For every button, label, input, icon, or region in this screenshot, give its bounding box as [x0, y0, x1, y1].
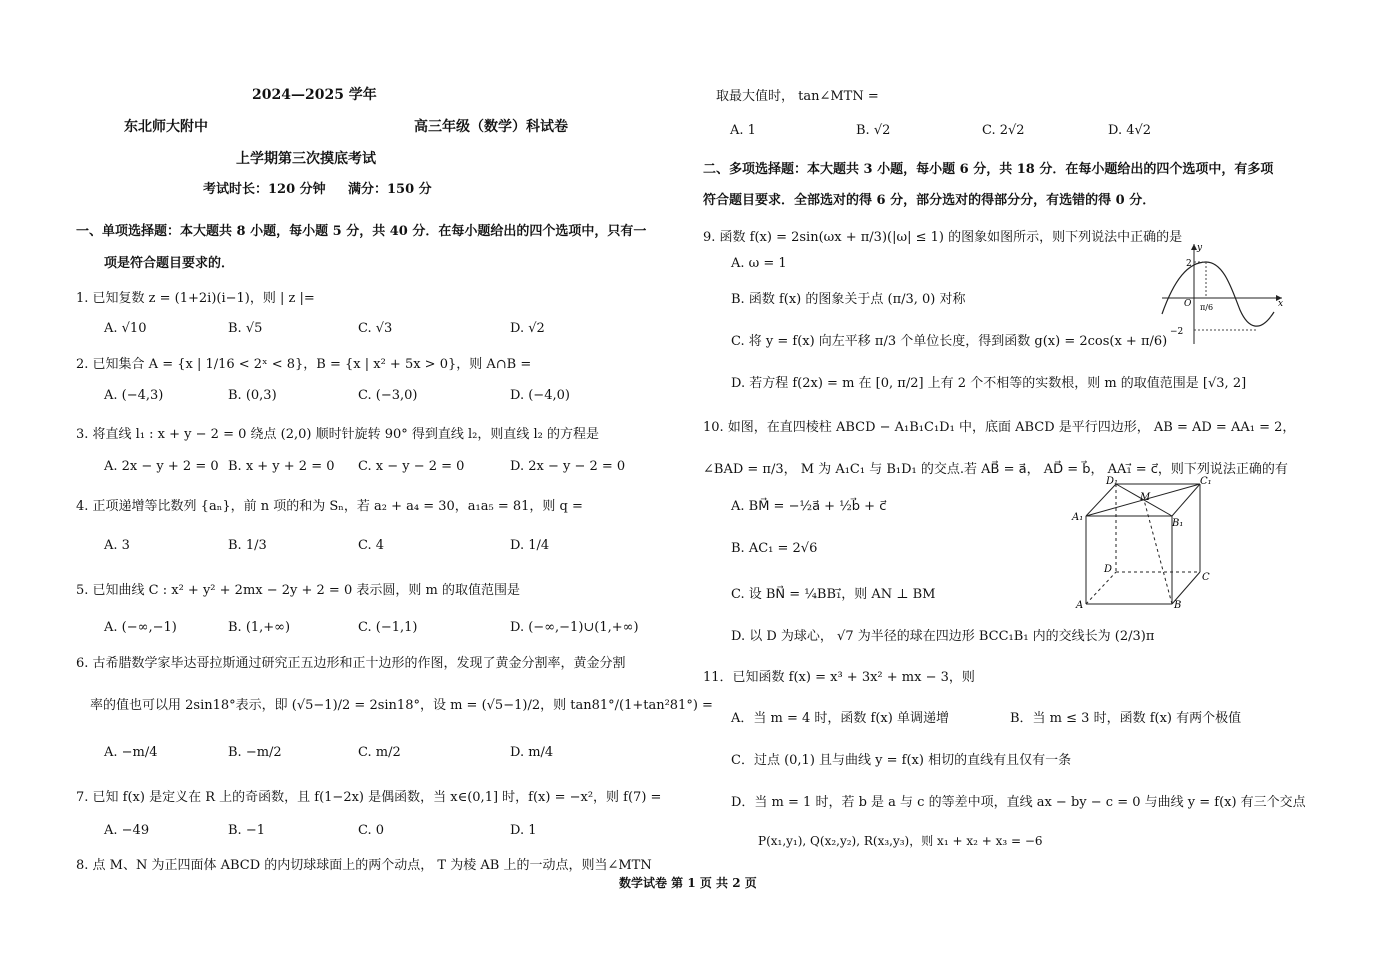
q9-stem: 9. 函数 f(x) = 2sin(ωx + π/3)(|ω| ≤ 1) 的图象如图所示，则下列说法中正确的是 [703, 230, 1183, 245]
q10-option-b: B. AC₁ = 2√6 [731, 541, 818, 556]
q10-option-a: A. BM⃗ = −½a⃗ + ½b⃗ + c⃗ [731, 499, 887, 514]
q11-option-c: C．过点 (0,1) 且与曲线 y = f(x) 相切的直线有且仅有一条 [731, 753, 1072, 768]
q10-stem: 10. 如图，在直四棱柱 ABCD − A₁B₁C₁D₁ 中，底面 ABCD 是平行四边形， AB = AD = AA₁ = 2， [703, 420, 1296, 435]
section2-title: 二、多项选择题：本大题共 3 小题，每小题 6 分，共 18 分．在每小题给出的四个选项中，有多项 [703, 162, 1274, 177]
q4-option-a: A. 3 [104, 538, 130, 553]
q11-option-a: A．当 m = 4 时，函数 f(x) 单调递增 [731, 711, 949, 726]
q8-stem-cont: 取最大值时， tan∠MTN = [716, 89, 879, 104]
q2-option-c: C. (−3,0) [358, 388, 418, 403]
q6-option-d: D. m/4 [510, 745, 554, 760]
q7-stem: 7. 已知 f(x) 是定义在 R 上的奇函数，且 f(1−2x) 是偶函数，当 x∈(0,1] 时，f(x) = −x²，则 f(7) = [76, 790, 662, 805]
q1-option-b: B. √5 [228, 321, 263, 336]
q7-option-d: D. 1 [510, 823, 537, 838]
q9-option-a: A. ω = 1 [731, 256, 787, 271]
graph-origin-label: O [1184, 299, 1192, 309]
q9-option-b: B. 函数 f(x) 的图象关于点 (π/3, 0) 对称 [731, 292, 966, 307]
q6-option-b: B. −m/2 [228, 745, 282, 760]
label-a1: A₁ [1072, 512, 1084, 523]
label-a: A [1076, 600, 1084, 611]
q5-option-a: A. (−∞,−1) [104, 620, 177, 635]
q5-option-b: B. (1,+∞) [228, 620, 291, 635]
q10-option-d: D. 以 D 为球心， √7 为半径的球在四边形 BCC₁B₁ 内的交线长为 (2/3)π [731, 629, 1155, 644]
prism-figure [1068, 472, 1218, 614]
q8-option-a: A. 1 [730, 123, 756, 138]
q4-option-d: D. 1/4 [510, 538, 550, 553]
q11-option-d: D．当 m = 1 时，若 b 是 a 与 c 的等差中项，直线 ax − by − c = 0 与曲线 y = f(x) 有三个交点 [731, 795, 1306, 810]
school-name: 东北师大附中 [124, 119, 208, 135]
q7-option-a: A. −49 [104, 823, 150, 838]
label-d1: D₁ [1106, 476, 1119, 487]
graph-y-label: y [1197, 243, 1203, 253]
section2-title-cont: 符合题目要求．全部选对的得 6 分，部分选对的得部分分，有选错的得 0 分． [703, 193, 1156, 208]
q2-option-d: D. (−4,0) [510, 388, 570, 403]
q1-option-a: A. √10 [104, 321, 147, 336]
section1-title: 一、单项选择题：本大题共 8 小题，每小题 5 分，共 40 分．在每小题给出的四个选项中，只有一 [76, 224, 647, 239]
section1-title-cont: 项是符合题目要求的． [104, 256, 235, 271]
page-footer: 数学试卷 第 1 页 共 2 页 [619, 876, 757, 890]
q9-option-c: C. 将 y = f(x) 向左平移 π/3 个单位长度，得到函数 g(x) = 2cos(x + π/6) [731, 334, 1168, 349]
q2-stem: 2. 已知集合 A = {x | 1/16 < 2ˣ < 8}，B = {x | x² + 5x > 0}，则 A∩B = [76, 357, 532, 372]
graph-tick-x: π/6 [1200, 303, 1214, 312]
q8-option-b: B. √2 [856, 123, 891, 138]
q5-option-d: D. (−∞,−1)∪(1,+∞) [510, 620, 639, 635]
label-c1: C₁ [1200, 476, 1212, 487]
q1-option-c: C. √3 [358, 321, 393, 336]
label-m: M [1140, 492, 1151, 503]
q6-stem: 6. 古希腊数学家毕达哥拉斯通过研究正五边形和正十边形的作图，发现了黄金分割率，黄金分割 [76, 656, 626, 671]
q2-option-a: A. (−4,3) [104, 388, 164, 403]
q5-option-c: C. (−1,1) [358, 620, 418, 635]
q11-option-d-cont: P(x₁,y₁), Q(x₂,y₂), R(x₃,y₃)，则 x₁ + x₂ + x₃ = −6 [758, 834, 1043, 848]
q6-option-a: A. −m/4 [104, 745, 158, 760]
graph-tick-y-top: 2 [1186, 259, 1192, 269]
q2-option-b: B. (0,3) [228, 388, 277, 403]
q9-option-d: D. 若方程 f(2x) = m 在 [0, π/2] 上有 2 个不相等的实数根，则 m 的取值范围是 [√3, 2] [731, 376, 1247, 391]
q6-option-c: C. m/2 [358, 745, 401, 760]
q3-option-d: D. 2x − y − 2 = 0 [510, 459, 626, 474]
q3-option-c: C. x − y − 2 = 0 [358, 459, 465, 474]
q8-stem: 8. 点 M、N 为正四面体 ABCD 的内切球球面上的两个动点， T 为棱 AB 上的一动点，则当∠MTN [76, 858, 652, 873]
q5-stem: 5. 已知曲线 C : x² + y² + 2mx − 2y + 2 = 0 表示圆，则 m 的取值范围是 [76, 583, 520, 598]
q4-stem: 4. 正项递增等比数列 {aₙ}，前 n 项的和为 Sₙ，若 a₂ + a₄ = 30，a₁a₅ = 81，则 q = [76, 499, 583, 514]
q3-option-a: A. 2x − y + 2 = 0 [104, 459, 219, 474]
q1-stem: 1. 已知复数 z = (1+2i)(i−1)，则 | z |= [76, 291, 315, 306]
q6-stem-cont: 率的值也可以用 2sin18°表示，即 (√5−1)/2 = 2sin18°，设 m = (√5−1)/2，则 tan81°/(1+tan²81°) = [90, 698, 713, 713]
q3-stem: 3. 将直线 l₁ : x + y − 2 = 0 绕点 (2,0) 顺时针旋转 90° 得到直线 l₂，则直线 l₂ 的方程是 [76, 427, 600, 442]
q11-stem: 11．已知函数 f(x) = x³ + 3x² + mx − 3，则 [703, 670, 975, 685]
q11-option-b: B．当 m ≤ 3 时，函数 f(x) 有两个极值 [1010, 711, 1242, 726]
sine-graph [1158, 240, 1286, 348]
label-d: D [1104, 564, 1113, 575]
time-label: 考试时长：120 分钟 [203, 182, 326, 197]
q1-option-d: D. √2 [510, 321, 545, 336]
q8-option-c: C. 2√2 [982, 123, 1025, 138]
label-c: C [1202, 572, 1210, 583]
score-label: 满分：150 分 [348, 182, 432, 197]
q10-option-c: C. 设 BN⃗ = ¼BB₁⃗，则 AN ⊥ BM [731, 587, 936, 602]
course-title: 高三年级（数学）科试卷 [414, 119, 568, 135]
q7-option-c: C. 0 [358, 823, 385, 838]
exam-title: 上学期第三次摸底考试 [236, 151, 376, 167]
q4-option-c: C. 4 [358, 538, 385, 553]
q4-option-b: B. 1/3 [228, 538, 267, 553]
q3-option-b: B. x + y + 2 = 0 [228, 459, 335, 474]
exam-year: 2024—2025 学年 [252, 87, 377, 103]
graph-tick-y-bottom: −2 [1170, 327, 1184, 337]
label-b1: B₁ [1172, 518, 1184, 529]
label-b: B [1174, 600, 1182, 611]
q10-stem-cont: ∠BAD = π/3， M 为 A₁C₁ 与 B₁D₁ 的交点.若 AB⃗ = a⃗， AD⃗ = b⃗， AA₁⃗ = c⃗，则下列说法正确的有 [703, 462, 1288, 477]
q8-option-d: D. 4√2 [1108, 123, 1152, 138]
q7-option-b: B. −1 [228, 823, 265, 838]
graph-x-label: x [1278, 299, 1284, 309]
